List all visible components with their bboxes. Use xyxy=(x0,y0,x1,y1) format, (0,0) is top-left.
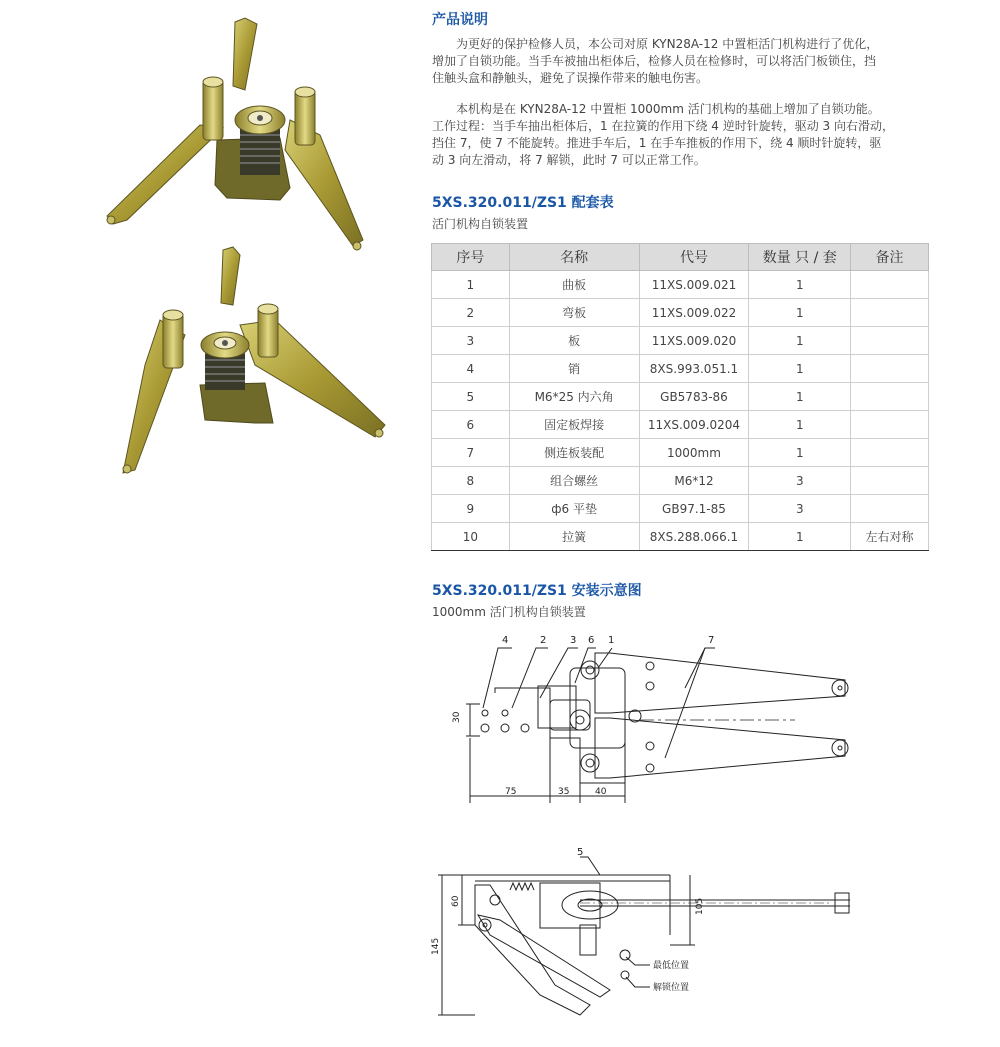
table-cell: GB97.1-85 xyxy=(639,495,749,523)
table-cell: 11XS.009.022 xyxy=(639,299,749,327)
table-row xyxy=(432,355,929,383)
column-header: 数量 只 / 套 xyxy=(749,244,851,271)
column-header: 序号 xyxy=(432,244,510,271)
callout-label: 4 xyxy=(502,635,509,646)
table-row xyxy=(432,327,929,355)
parts-table xyxy=(431,243,929,551)
install-subtitle: 1000mm 活门机构自锁装置 xyxy=(432,605,586,619)
install-drawing-top-view xyxy=(450,628,870,808)
position-label-unlock: 解锁位置 xyxy=(653,983,690,993)
table-cell: 2 xyxy=(432,299,510,327)
table-cell xyxy=(851,439,929,467)
table-cell: 10 xyxy=(432,523,510,551)
intro-p1-line: 增加了自锁功能。当手车被抽出柜体后，检修人员在检修时，可以将活门板锁住，挡 xyxy=(432,54,877,68)
table-cell: 3 xyxy=(749,467,851,495)
dimension-label: 75 xyxy=(505,787,517,797)
table-cell: 1 xyxy=(749,355,851,383)
table-cell xyxy=(851,467,929,495)
product-photo-bottom xyxy=(115,245,390,485)
intro-p1-line: 住触头盒和静触头，避免了误操作带来的触电伤害。 xyxy=(432,71,709,85)
intro-paragraph-2 xyxy=(432,101,930,169)
table-row xyxy=(432,495,929,523)
callout-label: 7 xyxy=(708,635,715,646)
table-cell: ф6 平垫 xyxy=(509,495,639,523)
position-label-lowest: 最低位置 xyxy=(653,961,690,971)
table-cell: M6*25 内六角 xyxy=(509,383,639,411)
intro-p2-line: 工作过程：当手车抽出柜体后，1 在拉簧的作用下绕 4 逆时针旋转，驱动 3 向右滑动， xyxy=(432,119,894,133)
intro-paragraph-1 xyxy=(432,36,930,87)
table-cell xyxy=(851,299,929,327)
table-cell: 1 xyxy=(749,327,851,355)
dimension-label: 145 xyxy=(431,937,441,955)
dimension-label: 105 xyxy=(695,897,705,915)
install-drawing-side-view xyxy=(430,845,870,1025)
table-cell: 1000mm xyxy=(639,439,749,467)
table-cell: 弯板 xyxy=(509,299,639,327)
dimension-label: 60 xyxy=(451,895,461,907)
intro-p2-line: 本机构是在 KYN28A-12 中置柜 1000mm 活门机构的基础上增加了自锁功能。 xyxy=(456,102,880,116)
intro-p1-line: 为更好的保护检修人员，本公司对原 KYN28A-12 中置柜活门机构进行了优化， xyxy=(456,37,879,51)
table-cell: 销 xyxy=(509,355,639,383)
table-cell xyxy=(851,327,929,355)
table-cell: 7 xyxy=(432,439,510,467)
table-cell: 6 xyxy=(432,411,510,439)
callout-label: 5 xyxy=(577,847,584,858)
table-cell: 侧连板装配 xyxy=(509,439,639,467)
column-header: 名称 xyxy=(509,244,639,271)
table-cell xyxy=(851,495,929,523)
table-cell: 3 xyxy=(432,327,510,355)
table-cell: 4 xyxy=(432,355,510,383)
table-cell: 11XS.009.021 xyxy=(639,271,749,299)
parts-table-subtitle: 活门机构自锁装置 xyxy=(432,217,529,231)
table-row xyxy=(432,523,929,551)
table-cell: GB5783-86 xyxy=(639,383,749,411)
intro-p2-line: 动 3 向左滑动，将 7 解锁，此时 7 可以正常工作。 xyxy=(432,153,706,167)
table-cell: 8XS.288.066.1 xyxy=(639,523,749,551)
table-cell: 3 xyxy=(749,495,851,523)
dimension-label: 35 xyxy=(558,787,570,797)
table-cell: 1 xyxy=(749,299,851,327)
intro-p2-line: 挡住 7，使 7 不能旋转。推进手车后，1 在手车推板的作用下，绕 4 顺时针旋转，驱 xyxy=(432,136,882,150)
table-cell: 拉簧 xyxy=(509,523,639,551)
callout-label: 1 xyxy=(608,635,615,646)
parts-table-title: 5XS.320.011/ZS1 配套表 xyxy=(432,195,614,211)
table-cell: 11XS.009.0204 xyxy=(639,411,749,439)
dimension-label: 40 xyxy=(595,787,607,797)
intro-title: 产品说明 xyxy=(432,12,488,28)
table-cell: 1 xyxy=(749,271,851,299)
table-cell: 9 xyxy=(432,495,510,523)
product-photo-top xyxy=(95,10,380,262)
callout-label: 6 xyxy=(588,635,595,646)
table-cell xyxy=(851,383,929,411)
table-cell: 曲板 xyxy=(509,271,639,299)
table-row xyxy=(432,411,929,439)
table-cell: 1 xyxy=(749,523,851,551)
table-cell: 1 xyxy=(749,383,851,411)
table-cell: 11XS.009.020 xyxy=(639,327,749,355)
table-cell: 组合螺丝 xyxy=(509,467,639,495)
table-cell: M6*12 xyxy=(639,467,749,495)
table-cell: 1 xyxy=(749,439,851,467)
column-header: 备注 xyxy=(851,244,929,271)
table-row xyxy=(432,467,929,495)
callout-label: 2 xyxy=(540,635,547,646)
table-cell xyxy=(851,411,929,439)
table-row xyxy=(432,383,929,411)
table-cell: 左右对称 xyxy=(851,523,929,551)
dimension-label: 30 xyxy=(452,711,462,723)
table-cell: 8 xyxy=(432,467,510,495)
table-cell: 1 xyxy=(749,411,851,439)
table-cell xyxy=(851,355,929,383)
install-title: 5XS.320.011/ZS1 安装示意图 xyxy=(432,583,642,599)
table-row xyxy=(432,439,929,467)
table-cell: 1 xyxy=(432,271,510,299)
table-cell: 8XS.993.051.1 xyxy=(639,355,749,383)
table-cell: 板 xyxy=(509,327,639,355)
column-header: 代号 xyxy=(639,244,749,271)
table-row xyxy=(432,271,929,299)
table-row xyxy=(432,299,929,327)
table-header-row xyxy=(432,244,929,271)
table-cell: 5 xyxy=(432,383,510,411)
table-cell xyxy=(851,271,929,299)
callout-label: 3 xyxy=(570,635,577,646)
table-cell: 固定板焊接 xyxy=(509,411,639,439)
